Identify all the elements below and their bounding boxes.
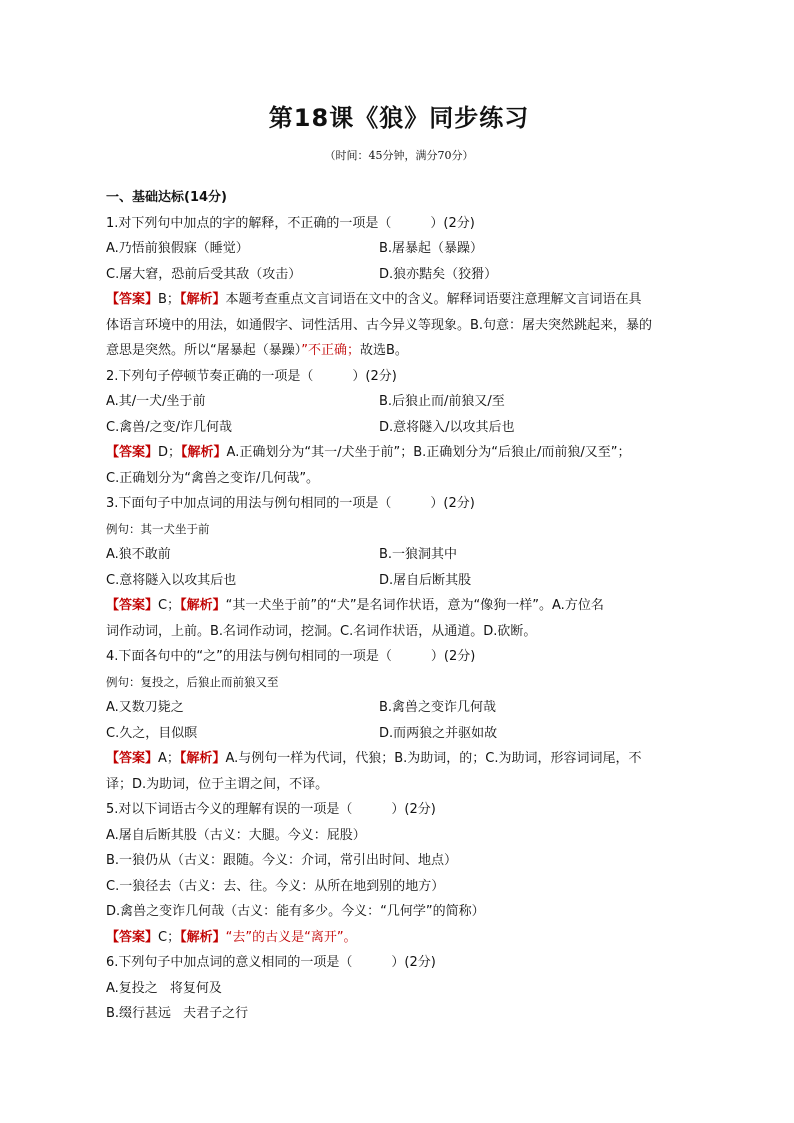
analysis-text: 本题考查重点文言词语在文中的含义。解释词语要注意理解文言词语在具	[225, 292, 642, 307]
analysis-tag: 【解析】	[181, 445, 227, 460]
answer-value: C；	[158, 598, 181, 613]
answer-value: D；	[158, 445, 182, 460]
option-c: C.禽兽/之变/诈几何哉	[106, 419, 232, 435]
analysis-tag: 【解析】	[180, 598, 226, 613]
option-d: D.狼亦黠矣（狡猾）	[379, 266, 498, 282]
question-2-analysis-2: C.正确划分为“禽兽之变诈/几何哉”。	[106, 470, 320, 486]
question-3-options-cd	[106, 568, 692, 594]
question-1-answer	[106, 287, 692, 313]
example-sentence: 例句：复投之，后狼止而前狼又至	[106, 674, 279, 689]
question-5-stem: 5.对以下词语古今义的理解有误的一项是（ ）(2分)	[106, 802, 436, 817]
question-4-analysis-2: 译；D.为助词，位于主谓之间，不译。	[106, 776, 329, 792]
answer-value: B；	[158, 292, 180, 307]
option-b: B.一狼仍从（古义：跟随。今义：介词，常引出时间、地点）	[106, 853, 458, 868]
option-b: B.后狼止而/前狼又/至	[379, 394, 505, 409]
option-a: A.其/一犬/坐于前	[106, 394, 206, 409]
option-c: C.屠大窘，恐前后受其敌（攻击）	[106, 266, 302, 282]
option-b-sentence-1: B.缀行甚远	[106, 1006, 172, 1021]
analysis-tag: 【解析】	[179, 751, 226, 766]
question-4-options-ab	[106, 695, 692, 721]
option-d: D.禽兽之变诈几何哉（古义：能有多少。今义：“几何学”的简称）	[106, 904, 485, 919]
answer-tag: 【答案】	[106, 445, 159, 460]
analysis-text: A.正确划分为“其一/犬坐于前”；B.正确划分为“后狼止/而前狼/又至”；	[226, 445, 631, 460]
option-d: D.屠自后断其股	[379, 572, 472, 588]
question-1-options-cd	[106, 262, 692, 288]
analysis-text-red: ”不正确；	[301, 343, 360, 358]
analysis-text: “其一犬坐于前”的“犬”是名词作状语，意为“像狗一样”。A.方位名	[225, 598, 604, 613]
option-a: A.乃悟前狼假寐（睡觉）	[106, 241, 249, 256]
question-6-option-b	[106, 1001, 692, 1027]
question-2-stem: 2.下列句子停顿节奏正确的一项是（ ）(2分)	[106, 368, 397, 384]
question-3-example	[106, 517, 692, 543]
option-a: A.狼不敢前	[106, 547, 171, 562]
question-1-analysis-3	[106, 338, 692, 364]
option-b-sentence-2: 夫君子之行	[183, 1006, 249, 1021]
option-c: C.意将隧入以攻其后也	[106, 572, 237, 588]
option-c: C.一狼径去（古义：去、往。今义：从所在地到别的地方）	[106, 878, 445, 894]
analysis-text: A.与例句一样为代词，代狼；B.为助词，的；C.为助词，形容词词尾，不	[225, 751, 642, 766]
analysis-text-red: “去”的古义是“离开”。	[225, 929, 357, 945]
question-3-options-ab	[106, 542, 692, 568]
answer-tag: 【答案】	[106, 751, 159, 766]
question-6-stem: 6.下列句子中加点词的意义相同的一项是（ ）(2分)	[106, 955, 436, 970]
page-title: 第18课《狼》同步练习	[268, 104, 530, 132]
question-4-answer	[106, 746, 692, 772]
question-4-options-cd	[106, 721, 692, 747]
answer-tag: 【答案】	[106, 292, 159, 307]
question-1-stem: 1.对下列句中加点的字的解释，不正确的一项是（ ）(2分)	[106, 215, 475, 231]
question-3-analysis-2: 词作动词，上前。B.名词作动词，挖洞。C.名词作状语，从通道。D.砍断。	[106, 623, 537, 639]
document-page	[106, 98, 692, 1027]
option-a: A.屠自后断其股（古义：大腿。今义：屁股）	[106, 827, 366, 843]
question-6-option-a	[106, 976, 692, 1002]
question-2-options-cd	[106, 415, 692, 441]
option-a-sentence-1: A.复投之	[106, 980, 158, 996]
question-4-example	[106, 670, 692, 696]
option-a-sentence-2: 将复何及	[169, 980, 222, 996]
answer-tag: 【答案】	[106, 929, 159, 945]
question-1-options-ab	[106, 236, 692, 262]
analysis-text: 意思是突然。所以“屠暴起（暴躁）	[106, 343, 302, 358]
question-5-answer	[106, 925, 692, 951]
option-c: C.久之，目似瞑	[106, 725, 198, 741]
answer-value: A；	[158, 751, 180, 766]
example-sentence: 例句：其一犬坐于前	[106, 521, 210, 536]
option-b: B.一狼洞其中	[379, 547, 458, 562]
question-2-answer	[106, 440, 692, 466]
analysis-text: 故选B。	[360, 343, 408, 358]
question-1-analysis-2: 体语言环境中的用法，如通假字、词性活用、古今异义等现象。B.句意：屠夫突然跳起来，暴的	[106, 317, 653, 333]
option-d: D.而两狼之并驱如故	[379, 725, 498, 741]
section-heading: 一、基础达标(14分)	[106, 190, 227, 205]
option-a: A.又数刀毙之	[106, 700, 184, 715]
option-d: D.意将隧入/以攻其后也	[379, 419, 515, 435]
question-4-stem: 4.下面各句中的“之”的用法与例句相同的一项是（ ）(2分)	[106, 649, 476, 664]
question-2-options-ab	[106, 389, 692, 415]
option-b: B.屠暴起（暴躁）	[379, 241, 484, 256]
analysis-tag: 【解析】	[180, 929, 226, 945]
analysis-tag: 【解析】	[179, 292, 226, 307]
option-b: B.禽兽之变诈几何哉	[379, 700, 497, 715]
question-3-stem: 3.下面句子中加点词的用法与例句相同的一项是（ ）(2分)	[106, 496, 475, 511]
page-subtitle: （时间：45分钟，满分70分）	[324, 149, 474, 162]
answer-tag: 【答案】	[106, 598, 159, 613]
question-3-answer	[106, 593, 692, 619]
answer-value: C；	[158, 929, 181, 945]
